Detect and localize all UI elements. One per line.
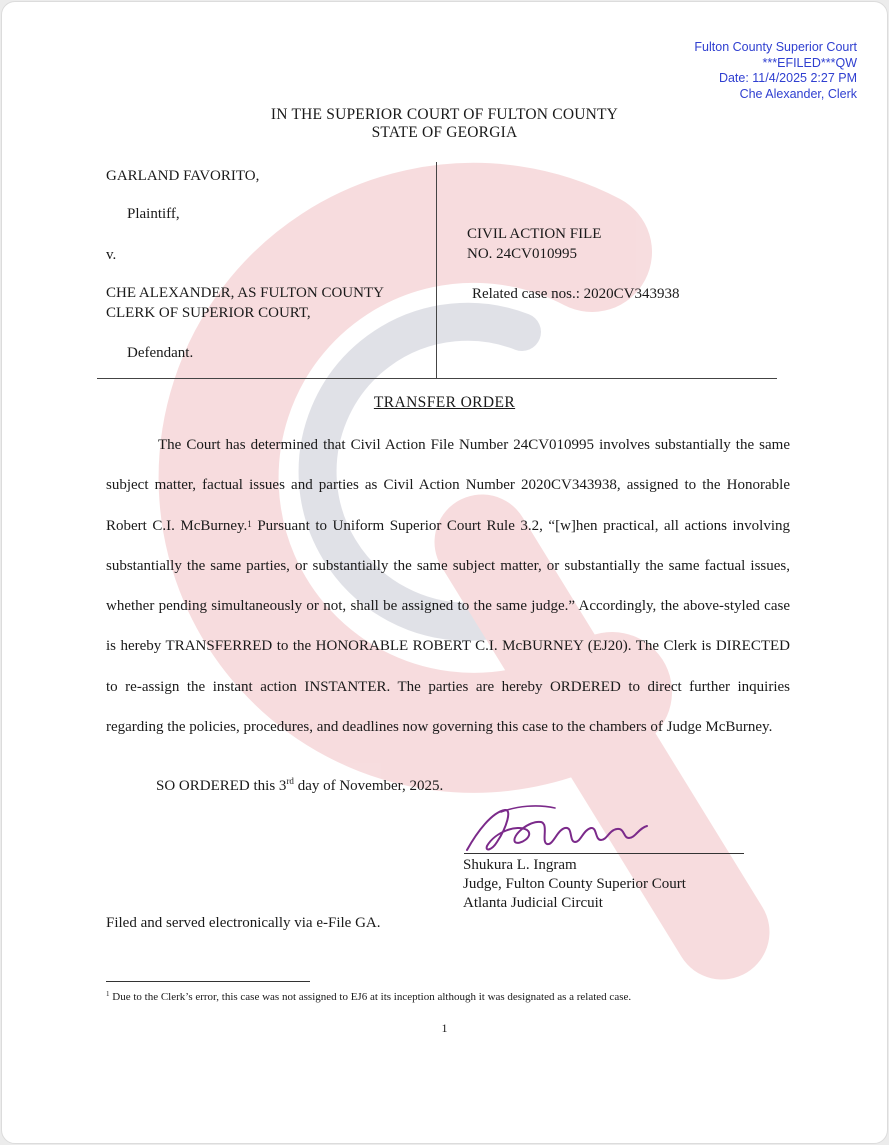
court-name: IN THE SUPERIOR COURT OF FULTON COUNTY — [270, 106, 619, 123]
judge-block — [463, 856, 686, 913]
signature-line — [464, 853, 744, 854]
footnote — [106, 991, 631, 1003]
footnote-rule — [106, 981, 310, 982]
plaintiff-name: GARLAND FAVORITO, — [106, 168, 260, 184]
stamp-clerk: Che Alexander, Clerk — [739, 86, 857, 101]
so-ordered-line: SO ORDERED this 3rd day of November, 2025. — [156, 776, 444, 794]
order-body — [106, 425, 790, 747]
footnote-ref: 1 — [247, 518, 252, 529]
order-paragraph — [106, 425, 790, 747]
efiled-stamp — [694, 40, 857, 102]
order-title: TRANSFER ORDER — [373, 394, 516, 411]
plaintiff-role: Plaintiff, — [127, 206, 180, 222]
versus: v. — [106, 247, 117, 263]
filed-note: Filed and served electronically via e-File GA. — [106, 915, 381, 931]
caption-divider-vertical — [436, 162, 437, 378]
stamp-efiled: ***EFILED***QW — [762, 55, 857, 70]
judge-name: Shukura L. Ingram — [463, 857, 577, 873]
page-number: 1 — [441, 1021, 448, 1035]
court-state: STATE OF GEORGIA — [371, 124, 518, 141]
defendant-role: Defendant. — [127, 345, 194, 361]
defendant-line1: CHE ALEXANDER, AS FULTON COUNTY — [106, 285, 384, 301]
defendant-line2: CLERK OF SUPERIOR COURT, — [106, 305, 311, 321]
paragraph-part-2: Pursuant to Uniform Superior Court Rule 3.2, “[w]hen practical, all actions involving substantially the same parties, or substantially the same subject matter, or substantially the same factual issues, whether pending simultaneously or not, shall be assigned to the same judge.” Accordingly, the above-styled case is hereby TRANSFERRED to the HONORABLE ROBERT C.I. McBURNEY (EJ20). The Clerk is DIRECTED to re-assign the instant action INSTANTER. The parties are hereby ORDERED to direct further inquiries regarding the policies, procedures, and deadlines now governing this case to the chambers of Judge McBurney. — [106, 517, 790, 736]
stamp-date: Date: 11/4/2025 2:27 PM — [718, 71, 857, 85]
stamp-court: Fulton County Superior Court — [694, 40, 857, 54]
footnote-mark: 1 — [106, 990, 110, 998]
court-heading — [2, 106, 887, 142]
case-number-block — [467, 224, 601, 264]
civil-action-number: NO. 24CV010995 — [467, 246, 578, 262]
related-case: Related case nos.: 2020CV343938 — [472, 286, 680, 302]
defendant-name — [106, 283, 384, 323]
footnote-text: Due to the Clerk’s error, this case was not assigned to EJ6 at its inception although it was designated as a related case. — [109, 991, 632, 1003]
caption-divider-horizontal — [97, 378, 777, 379]
civil-action-label: CIVIL ACTION FILE — [467, 226, 602, 242]
judge-title: Judge, Fulton County Superior Court — [463, 876, 686, 892]
document-page — [1, 1, 888, 1144]
paragraph-part-1: The Court has determined that Civil Action File Number 24CV010995 involves substantially the same subject matter, factual issues and parties as Civil Action Number 2020CV343938, assigned to the Honorable Robert C.I. McBurney. — [106, 437, 790, 534]
judicial-circuit: Atlanta Judicial Circuit — [463, 895, 603, 911]
